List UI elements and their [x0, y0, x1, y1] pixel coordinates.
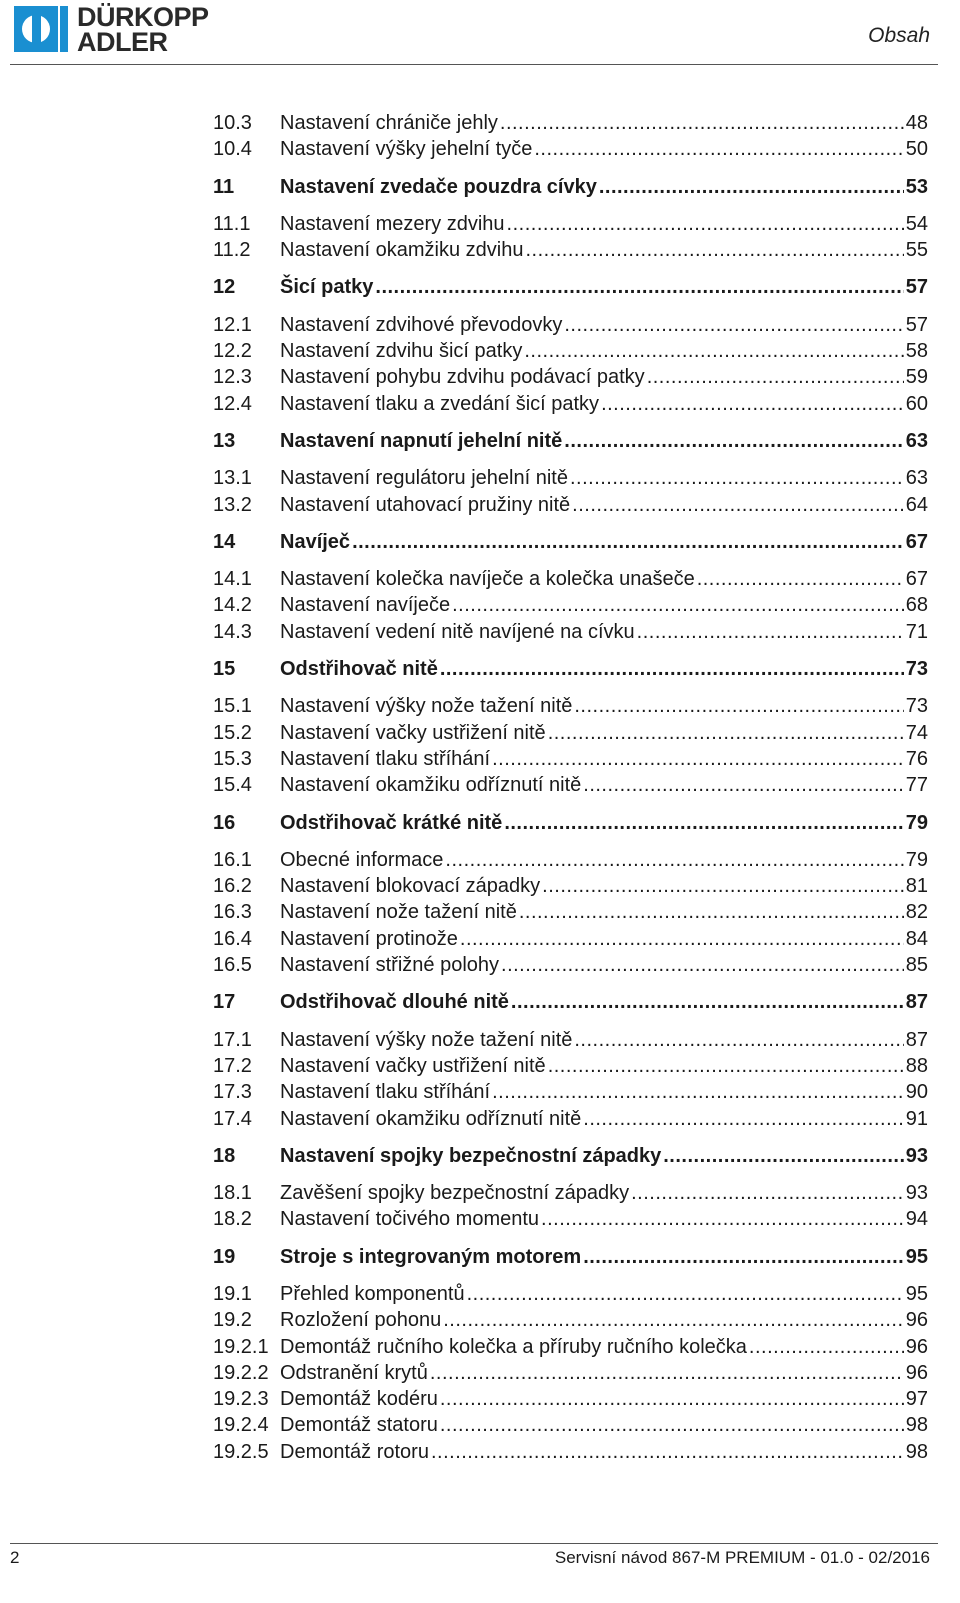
- toc-page-number: 84: [905, 927, 928, 950]
- toc-chapter-row[interactable]: [213, 274, 928, 300]
- toc-dot-leader: [440, 656, 904, 682]
- toc-chapter-row[interactable]: [213, 1244, 928, 1270]
- toc-row[interactable]: [213, 1334, 928, 1360]
- toc-dot-leader: [375, 274, 903, 300]
- toc-chapter-row[interactable]: [213, 810, 928, 836]
- footer-divider: [10, 1543, 938, 1544]
- toc-number: 19.2.1: [213, 1335, 269, 1358]
- toc-number: 15.1: [213, 695, 252, 718]
- toc-title: Šicí patky: [280, 276, 374, 299]
- toc-number: 17.2: [213, 1054, 252, 1077]
- toc-title: Odstranění krytů: [280, 1361, 428, 1384]
- toc-page-number: 74: [905, 721, 928, 744]
- toc-number: 14.1: [213, 568, 252, 591]
- toc-page-number: 50: [905, 138, 928, 161]
- toc-number: 14.3: [213, 620, 252, 643]
- toc-dot-leader: [501, 952, 904, 978]
- toc-title: Zavěšení spojky bezpečnostní západky: [280, 1182, 630, 1205]
- toc-row[interactable]: [213, 772, 928, 798]
- toc-chapter-row[interactable]: [213, 1143, 928, 1169]
- toc-row[interactable]: [213, 110, 928, 136]
- toc-page-number: 68: [905, 594, 928, 617]
- toc-row[interactable]: [213, 873, 928, 899]
- toc-number: 14: [213, 530, 236, 553]
- toc-page-number: 48: [905, 112, 928, 134]
- toc-title: Nastavení nože tažení nitě: [280, 901, 517, 924]
- toc-dot-leader: [525, 237, 903, 263]
- toc-row[interactable]: [213, 1079, 928, 1105]
- toc-dot-leader: [511, 989, 904, 1015]
- toc-dot-leader: [519, 899, 904, 925]
- toc-dot-leader: [500, 110, 904, 136]
- toc-dot-leader: [460, 926, 904, 952]
- toc-dot-leader: [601, 391, 904, 417]
- toc-page-number: 95: [905, 1282, 928, 1305]
- toc-dot-leader: [599, 174, 904, 200]
- toc-number: 12.3: [213, 366, 252, 389]
- toc-number: 19.2.5: [213, 1440, 269, 1463]
- toc-title: Nastavení točivého momentu: [280, 1208, 540, 1231]
- toc-page-number: 93: [905, 1182, 928, 1205]
- toc-number: 13: [213, 429, 236, 452]
- toc-dot-leader: [631, 1180, 904, 1206]
- toc-title: Stroje s integrovaným motorem: [280, 1245, 582, 1268]
- toc-page-number: 73: [905, 695, 928, 718]
- toc-page-number: 73: [905, 658, 928, 681]
- toc-chapter-row[interactable]: [213, 656, 928, 682]
- toc-title: Odstřihovač nitě: [280, 658, 438, 681]
- toc-title: Nastavení okamžiku zdvihu: [280, 239, 524, 262]
- toc-row[interactable]: [213, 1386, 928, 1412]
- toc-number: 10.4: [213, 138, 252, 161]
- toc-number: 19.2.3: [213, 1388, 269, 1411]
- toc-number: 17.4: [213, 1107, 252, 1130]
- toc-title: Nastavení regulátoru jehelní nitě: [280, 467, 568, 490]
- toc-title: Nastavení mezery zdvihu: [280, 212, 505, 235]
- toc-page-number: 93: [905, 1144, 928, 1167]
- toc-title: Nastavení výšky nože tažení nitě: [280, 1028, 573, 1051]
- toc-title: Nastavení vačky ustřižení nitě: [280, 721, 546, 744]
- toc-number: 12.2: [213, 340, 252, 363]
- toc-page-number: 98: [905, 1440, 928, 1463]
- toc-row[interactable]: [213, 926, 928, 952]
- toc-row[interactable]: [213, 1307, 928, 1333]
- toc-row[interactable]: [213, 1281, 928, 1307]
- toc-title: Nastavení navíječe: [280, 594, 451, 617]
- toc-dot-leader: [574, 1027, 903, 1053]
- toc-title: Obecné informace: [280, 848, 444, 871]
- toc-title: Nastavení tlaku a zvedání šicí patky: [280, 392, 600, 415]
- section-title: Obsah: [868, 24, 930, 47]
- toc-title: Nastavení chrániče jehly: [280, 112, 498, 134]
- toc-title: Přehled komponentů: [280, 1282, 465, 1305]
- toc-page-number: 96: [905, 1335, 928, 1358]
- toc-number: 10.3: [213, 112, 252, 134]
- toc-dot-leader: [574, 693, 903, 719]
- footer-document-title: Servisní návod 867-M PREMIUM - 01.0 - 02/2016: [554, 1548, 930, 1567]
- toc-number: 15: [213, 658, 236, 681]
- toc-title: Nastavení střižné polohy: [280, 954, 500, 977]
- toc-number: 12: [213, 276, 236, 299]
- toc-dot-leader: [749, 1334, 904, 1360]
- toc-page-number: 98: [905, 1414, 928, 1437]
- toc-dot-leader: [583, 1244, 904, 1270]
- toc-dot-leader: [440, 1386, 904, 1412]
- toc-number: 18.1: [213, 1182, 252, 1205]
- toc-number: 16.3: [213, 901, 252, 924]
- toc-page-number: 67: [905, 530, 928, 553]
- toc-dot-leader: [542, 873, 904, 899]
- toc-row[interactable]: [213, 1053, 928, 1079]
- toc-page-number: 88: [905, 1054, 928, 1077]
- toc-dot-leader: [572, 492, 904, 518]
- toc-title: Nastavení tlaku stříhání: [280, 1081, 491, 1104]
- toc-dot-leader: [541, 1206, 904, 1232]
- toc-page-number: 91: [905, 1107, 928, 1130]
- toc-title: Nastavení protinože: [280, 927, 458, 950]
- toc-dot-leader: [431, 1439, 904, 1465]
- toc-row[interactable]: [213, 847, 928, 873]
- toc-row[interactable]: [213, 211, 928, 237]
- toc-number: 19: [213, 1245, 236, 1268]
- toc-dot-leader: [564, 312, 903, 338]
- toc-page-number: 64: [905, 493, 928, 516]
- toc-page-number: 95: [905, 1245, 928, 1268]
- toc-title: Nastavení zvedače pouzdra cívky: [280, 175, 597, 198]
- toc-title: Nastavení vačky ustřižení nitě: [280, 1054, 546, 1077]
- toc-row[interactable]: [213, 492, 928, 518]
- footer-page-number: 2: [10, 1548, 20, 1567]
- toc-dot-leader: [445, 847, 903, 873]
- toc-title: Nastavení okamžiku odříznutí nitě: [280, 774, 582, 797]
- toc-title: Nastavení napnutí jehelní nitě: [280, 429, 563, 452]
- toc-page-number: 55: [905, 239, 928, 262]
- toc-number: 19.2.2: [213, 1361, 269, 1384]
- toc-row[interactable]: [213, 592, 928, 618]
- toc-number: 11: [213, 175, 235, 198]
- toc-dot-leader: [443, 1307, 904, 1333]
- toc-row[interactable]: [213, 1206, 928, 1232]
- toc-page-number: 63: [905, 429, 928, 452]
- toc-number: 11.1: [213, 212, 251, 235]
- toc-number: 16.2: [213, 875, 252, 898]
- toc-page-number: 81: [905, 875, 928, 898]
- toc-title: Nastavení vedení nitě navíjené na cívku: [280, 620, 635, 643]
- toc-page-number: 85: [905, 954, 928, 977]
- toc-title: Demontáž ručního kolečka a příruby ručního kolečka: [280, 1335, 747, 1358]
- toc-row[interactable]: [213, 899, 928, 925]
- toc-row[interactable]: [213, 952, 928, 978]
- page-header: [0, 0, 960, 70]
- toc-page-number: 53: [905, 175, 928, 198]
- toc-page-number: 87: [905, 1028, 928, 1051]
- toc-number: 17.1: [213, 1028, 252, 1051]
- toc-number: 18.2: [213, 1208, 252, 1231]
- toc-page-number: 87: [905, 991, 928, 1014]
- toc-page-number: 94: [905, 1208, 928, 1231]
- toc-page-number: 79: [905, 848, 928, 871]
- toc-page-number: 54: [905, 212, 928, 235]
- toc-row[interactable]: [213, 136, 928, 162]
- toc-page-number: 60: [905, 392, 928, 415]
- toc-chapter-row[interactable]: [213, 529, 928, 555]
- header-divider: [10, 64, 938, 65]
- toc-dot-leader: [564, 428, 903, 454]
- toc-row[interactable]: [213, 1412, 928, 1438]
- toc-number: 16.1: [213, 848, 252, 871]
- toc-title: Demontáž kodéru: [280, 1388, 438, 1411]
- toc-title: Nastavení utahovací pružiny nitě: [280, 493, 571, 516]
- toc-dot-leader: [507, 211, 904, 237]
- toc-title: Nastavení blokovací západky: [280, 875, 541, 898]
- toc-title: Demontáž statoru: [280, 1414, 438, 1437]
- toc-number: 12.1: [213, 313, 252, 336]
- toc-page-number: 76: [905, 747, 928, 770]
- toc-page-number: 96: [905, 1361, 928, 1384]
- toc-dot-leader: [548, 1053, 904, 1079]
- toc-title: Nastavení výšky nože tažení nitě: [280, 695, 573, 718]
- toc-dot-leader: [583, 772, 903, 798]
- toc-page-number: 63: [905, 467, 928, 490]
- toc-title: Demontáž rotoru: [280, 1440, 429, 1463]
- toc-row[interactable]: [213, 364, 928, 390]
- toc-title: Odstřihovač dlouhé nitě: [280, 991, 509, 1014]
- toc-chapter-row[interactable]: [213, 428, 928, 454]
- toc-dot-leader: [467, 1281, 904, 1307]
- brand-logo-icon: [10, 2, 72, 56]
- toc-chapter-row[interactable]: [213, 174, 928, 200]
- toc-row[interactable]: [213, 566, 928, 592]
- toc-row[interactable]: [213, 1180, 928, 1206]
- toc-title: Navíječ: [280, 530, 351, 553]
- toc-page-number: 71: [905, 620, 928, 643]
- toc-dot-leader: [637, 619, 904, 645]
- toc-row[interactable]: [213, 1106, 928, 1132]
- toc-number: 19.2: [213, 1309, 252, 1332]
- toc-title: Rozložení pohonu: [280, 1309, 442, 1332]
- toc-number: 16: [213, 811, 236, 834]
- toc-number: 18: [213, 1144, 236, 1167]
- toc-row[interactable]: [213, 465, 928, 491]
- toc-dot-leader: [548, 720, 904, 746]
- toc-dot-leader: [647, 364, 904, 390]
- toc-dot-leader: [534, 136, 903, 162]
- toc-row[interactable]: [213, 619, 928, 645]
- toc-row[interactable]: [213, 693, 928, 719]
- toc-page-number: 97: [905, 1388, 928, 1411]
- toc-row[interactable]: [213, 746, 928, 772]
- toc-number: 14.2: [213, 594, 252, 617]
- brand-logo: [10, 2, 230, 56]
- toc-row[interactable]: [213, 338, 928, 364]
- toc-number: 11.2: [213, 239, 251, 262]
- toc-dot-leader: [352, 529, 904, 555]
- toc-dot-leader: [440, 1412, 904, 1438]
- toc-dot-leader: [697, 566, 904, 592]
- toc-dot-leader: [524, 338, 903, 364]
- toc-dot-leader: [430, 1360, 904, 1386]
- toc-dot-leader: [492, 1079, 904, 1105]
- toc-number: 16.4: [213, 927, 252, 950]
- toc-row[interactable]: [213, 1027, 928, 1053]
- toc-dot-leader: [492, 746, 904, 772]
- toc-dot-leader: [570, 465, 904, 491]
- toc-page-number: 82: [905, 901, 928, 924]
- toc-title: Nastavení kolečka navíječe a kolečka unašeče: [280, 568, 695, 591]
- toc-chapter-row[interactable]: [213, 989, 928, 1015]
- toc-page-number: 67: [905, 568, 928, 591]
- toc-number: 15.3: [213, 747, 252, 770]
- toc-title: Nastavení spojky bezpečnostní západky: [280, 1144, 662, 1167]
- brand-name-line1: DÜRKOPP: [77, 2, 209, 32]
- toc-row[interactable]: [213, 720, 928, 746]
- toc-title: Nastavení okamžiku odříznutí nitě: [280, 1107, 582, 1130]
- toc-row[interactable]: [213, 391, 928, 417]
- toc-page-number: 59: [905, 366, 928, 389]
- toc-number: 17: [213, 991, 236, 1014]
- toc-row[interactable]: [213, 312, 928, 338]
- toc-page-number: 57: [905, 313, 928, 336]
- toc-dot-leader: [452, 592, 904, 618]
- toc-page-number: 79: [905, 811, 928, 834]
- toc-title: Odstřihovač krátké nitě: [280, 811, 503, 834]
- toc-number: 16.5: [213, 954, 252, 977]
- toc-number: 13.1: [213, 467, 252, 490]
- toc-number: 15.4: [213, 774, 252, 797]
- toc-dot-leader: [663, 1143, 904, 1169]
- toc-page-number: 96: [905, 1309, 928, 1332]
- brand-name-line2: ADLER: [77, 27, 168, 57]
- table-of-contents: [213, 110, 928, 1465]
- toc-number: 15.2: [213, 721, 252, 744]
- toc-page-number: 77: [905, 774, 928, 797]
- toc-page-number: 57: [905, 276, 928, 299]
- toc-row[interactable]: [213, 1360, 928, 1386]
- toc-title: Nastavení zdvihové převodovky: [280, 313, 563, 336]
- toc-page-number: 58: [905, 340, 928, 363]
- toc-title: Nastavení pohybu zdvihu podávací patky: [280, 366, 645, 389]
- toc-number: 19.1: [213, 1282, 252, 1305]
- toc-page-number: 90: [905, 1081, 928, 1104]
- toc-number: 12.4: [213, 392, 252, 415]
- toc-dot-leader: [583, 1106, 903, 1132]
- toc-title: Nastavení zdvihu šicí patky: [280, 340, 523, 363]
- toc-dot-leader: [504, 810, 903, 836]
- toc-number: 17.3: [213, 1081, 252, 1104]
- toc-title: Nastavení výšky jehelní tyče: [280, 138, 533, 161]
- toc-row[interactable]: [213, 237, 928, 263]
- toc-number: 13.2: [213, 493, 252, 516]
- toc-row[interactable]: [213, 1439, 928, 1465]
- toc-title: Nastavení tlaku stříhání: [280, 747, 491, 770]
- toc-number: 19.2.4: [213, 1414, 269, 1437]
